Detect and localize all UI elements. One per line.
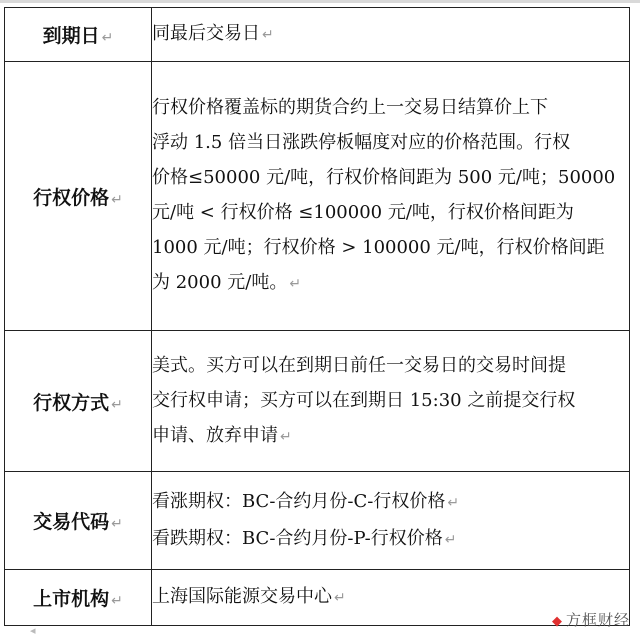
table-row	[5, 8, 630, 62]
value-line: 看涨期权：BC-合约月份-C-行权价格 ↵	[152, 490, 460, 512]
row-value	[152, 62, 630, 331]
return-mark: ↵	[101, 30, 114, 46]
row-value	[152, 472, 630, 570]
value-line: 价格≤50000 元/吨，行权价格间距为 500 元/吨；50000	[152, 167, 616, 188]
table-row	[5, 472, 630, 570]
value-line: 美式。买方可以在到期日前任一交易日的交易时间提	[152, 354, 566, 376]
row-label: 行权价格 ↵	[5, 62, 152, 331]
return-mark: ↵	[280, 428, 292, 445]
table-row	[5, 570, 630, 626]
return-mark: ↵	[289, 276, 302, 292]
row-value	[152, 331, 630, 472]
return-mark: ↵	[444, 531, 457, 548]
return-mark: ↵	[111, 396, 123, 413]
watermark: ◆ 方框财经	[551, 611, 630, 629]
value-line: 申请、放弃申请 ↵	[152, 424, 292, 446]
value-line: 行权价格覆盖标的期货合约上一交易日结算价上下	[152, 97, 548, 118]
contract-spec-table	[4, 7, 630, 626]
return-mark: ↵	[262, 27, 274, 43]
paragraph-mark: ◂	[30, 624, 36, 637]
return-mark: ↵	[111, 191, 123, 208]
value-line: 看跌期权：BC-合约月份-P-行权价格 ↵	[152, 527, 457, 549]
return-mark: ↵	[111, 516, 123, 532]
value-line: 元/吨 < 行权价格 ≤100000 元/吨，行权价格间距为	[152, 202, 574, 223]
return-mark: ↵	[447, 494, 460, 511]
value-line: 同最后交易日 ↵	[152, 23, 274, 44]
brand-logo-icon: ◆	[551, 614, 563, 629]
page-top-edge	[0, 0, 640, 3]
value-line: 为 2000 元/吨。 ↵	[152, 272, 302, 293]
row-label: 行权方式 ↵	[5, 331, 152, 472]
table-row	[5, 62, 630, 331]
row-value	[152, 8, 630, 62]
value-line: 交行权申请；买方可以在到期日 15:30 之前提交行权	[152, 389, 576, 411]
value-line: 1000 元/吨；行权价格 > 100000 元/吨，行权价格间距	[152, 237, 605, 258]
table-row	[5, 331, 630, 472]
value-line: 浮动 1.5 倍当日涨跌停板幅度对应的价格范围。行权	[152, 132, 571, 153]
return-mark: ↵	[334, 590, 346, 606]
row-label: 交易代码 ↵	[5, 472, 152, 570]
row-label: 到期日 ↵	[5, 8, 152, 62]
return-mark: ↵	[111, 593, 123, 609]
row-label: 上市机构 ↵	[5, 570, 152, 626]
value-line: 上海国际能源交易中心 ↵	[152, 586, 346, 607]
